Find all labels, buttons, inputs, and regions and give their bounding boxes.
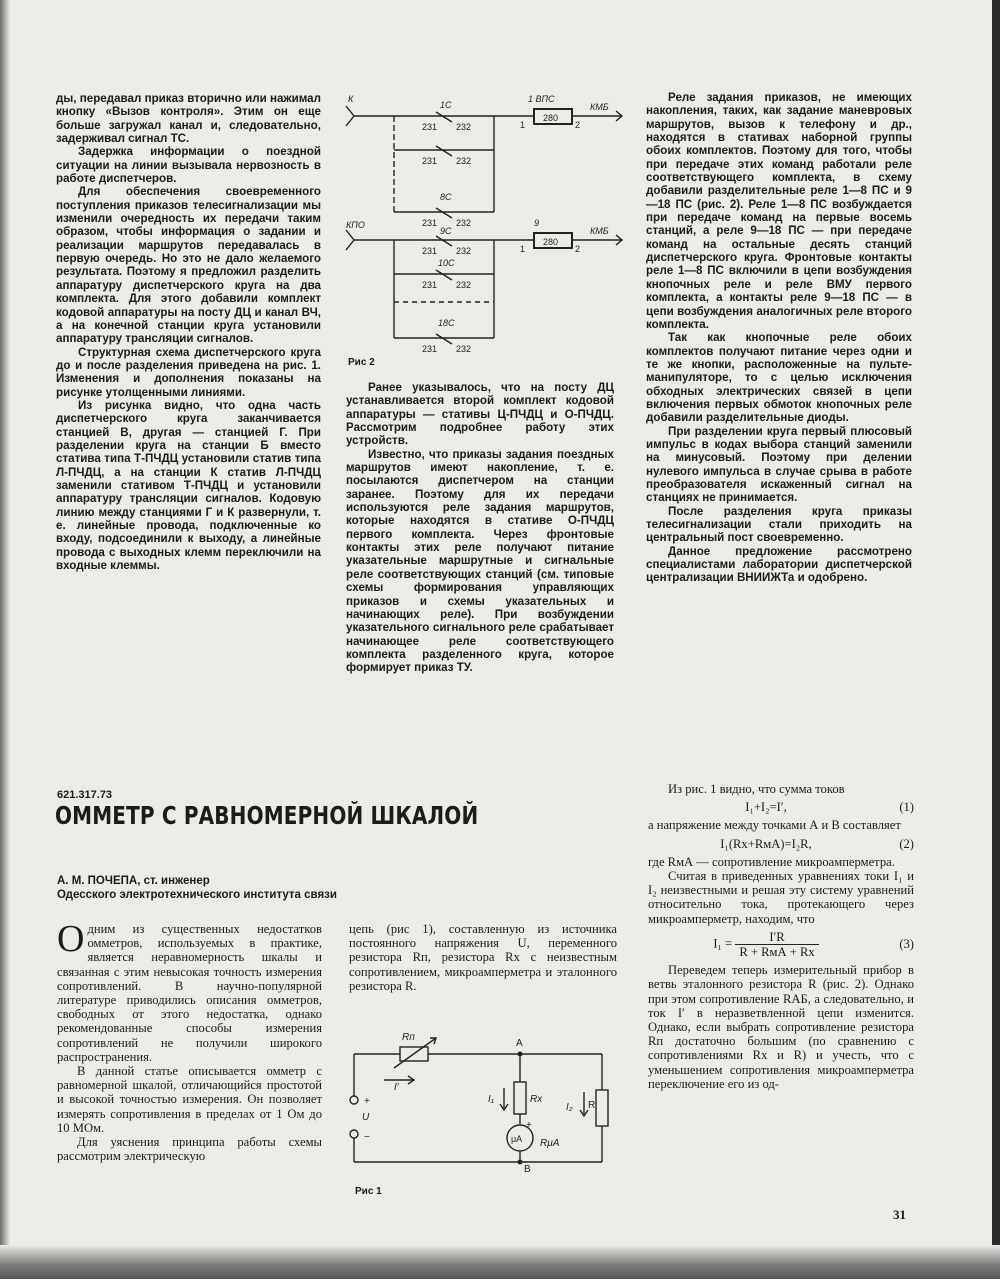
fig2-pin-b: 232 bbox=[456, 280, 472, 290]
fig1-label-i2: I₂ bbox=[566, 1102, 573, 1113]
paragraph bbox=[57, 918, 322, 1064]
fig1-label-u: U bbox=[362, 1112, 370, 1123]
fig2-pin-b: 232 bbox=[456, 218, 472, 228]
fig2-pin2-bottom: 2 bbox=[575, 244, 581, 254]
article-column-3 bbox=[648, 782, 914, 1091]
paragraph: Задержка информации о поездной ситуации на линии вызывала нервозность в работе диспетчеров. bbox=[56, 145, 321, 186]
paragraph: Известно, что приказы задания поездных маршрутов имеют накопление, т. е. посылаются диспетчером на станции заранее. Поэтому для их передачи используются реле задания маршрутов, которые находятся в стативе О-ПЧДЦ первого комплекта. Через фронтовые контакты этих реле получают питание указательные маршрутные и сигнальные реле соответствующих станций (см. типовые схемы формирования управляющих приказов и схемы указательных и начинающих реле). При возбуждении указательного сигнального реле срабатывает начинающее реле соответствующего комплекта разделенного круга, которое формирует приказ ТУ. bbox=[346, 447, 614, 675]
paragraph: где RмА — сопротивление микроамперметра. bbox=[648, 854, 895, 869]
article-affiliation: Одесского электротехнического института связи bbox=[57, 889, 337, 901]
fig2-relay-bottom-value: 280 bbox=[543, 237, 559, 247]
equation-3-formula bbox=[648, 930, 884, 959]
fig2-contact-10c: 10С bbox=[438, 258, 455, 268]
fig1-node-a: А bbox=[516, 1038, 523, 1049]
fig2-pin-a: 231 bbox=[422, 246, 438, 256]
equation-2-formula: I₁(Rx+RмА)=I₂R, bbox=[720, 836, 812, 851]
equation-3 bbox=[648, 930, 914, 959]
paragraph: а напряжение между точками А и В составляет bbox=[648, 818, 901, 833]
udc-code: 621.317.73 bbox=[57, 789, 113, 801]
equation-2-number: (2) bbox=[899, 836, 914, 851]
fig2-contact-1c: 1С bbox=[440, 100, 452, 110]
fig1-label-i-prime: I′ bbox=[394, 1082, 399, 1093]
equation-3-denominator: R + RмА + Rx bbox=[739, 945, 815, 960]
fig1-label-r: R bbox=[588, 1100, 596, 1111]
fig2-pin1-top: 1 bbox=[520, 120, 526, 130]
fig2-pin-a: 231 bbox=[422, 122, 438, 132]
fig1-label-rx: Rx bbox=[530, 1094, 543, 1105]
fig2-pin-b: 232 bbox=[456, 156, 472, 166]
paragraph: Данное предложение рассмотрено специалистами лаборатории диспетчерской централизации ВНИИЖТа и одобрено. bbox=[646, 544, 912, 585]
fig2-pin2-top: 2 bbox=[575, 120, 581, 130]
figure-1-caption: Рис 1 bbox=[355, 1186, 382, 1197]
fig2-input-top: К bbox=[348, 94, 354, 104]
paragraph: В данной статье описывается омметр с равномерной шкалой, отличающийся простотой и высокой точностью измерения. Он позволяет измерять сопротивления в пределах от 1 Ом до 10 МОм. bbox=[57, 1064, 322, 1135]
fig2-pin-a: 231 bbox=[422, 344, 438, 354]
page-number: 31 bbox=[893, 1207, 906, 1222]
paragraph: Структурная схема диспетчерского круга до и после разделения приведена на рис. 1. Изменения и дополнения показаны на рисунке утолщенными линиями. bbox=[56, 345, 321, 399]
equation-3-numerator: I′R bbox=[735, 930, 818, 945]
fig2-output-top: КМБ bbox=[590, 102, 609, 112]
paragraph: Переведем теперь измерительный прибор в ветвь эталонного резистора R (рис. 2). Однако при этом сопротивление RАБ, а следовательно, и ток I′ в неразветвленной цепи изменится. Однако, если выбрать сопротивление резистора Rп достаточно большим (по сравнению с сопротивлениями Rx и R) и учесть, что с уменьшением сопротивления микроамперметра переключение его из од- bbox=[648, 963, 914, 1091]
fig1-plus-source: + bbox=[364, 1096, 370, 1107]
paragraph: При разделении круга первый плюсовый импульс в кодах выбора станций заменили на минусовый. Поэтому при делении нулевого импульса в случае срыва в работе преобразователя искаженный сигнал на станциях не принимается. bbox=[646, 424, 912, 505]
paragraph: Из рис. 1 видно, что сумма токов bbox=[668, 782, 845, 796]
fig2-relay-top-value: 280 bbox=[543, 113, 559, 123]
fig2-output-bottom: КМБ bbox=[590, 226, 609, 236]
figure-2-caption: Рис 2 bbox=[348, 357, 375, 368]
fig1-label-rp: Rп bbox=[402, 1032, 415, 1043]
paragraph: Ранее указывалось, что на посту ДЦ устанавливается второй комплект кодовой аппаратуры — стативы Ц-ПЧДЦ и О-ПЧДЦ. Рассмотрим подробнее работу этих устройств. bbox=[346, 381, 614, 448]
column-1-text bbox=[56, 92, 321, 572]
fig1-minus-source: − bbox=[364, 1132, 370, 1143]
paragraph: Из рисунка видно, что одна часть диспетчерского круга заканчивается станцией В, другая — станцией Г. При разделении круга на станции Б вместо статива типа Т-ПЧДЦ установили статив типа Л-ПЧДЦ, а на станции К статив Л-ПЧДЦ заменили стативом Т-ПЧДЦ и установили аппаратуру трансляции сигналов. Кодовую линию между станциями Г и К развернули, т. е. линейные провода, подключенные ко входу, подсоединили к выходу, а линейные провода с выходных клемм переключили на входные клеммы. bbox=[56, 398, 321, 573]
fig2-pin1-bottom: 1 bbox=[520, 244, 526, 254]
paragraph: Для обеспечения своевременного поступления приказов телесигнализации мы изменили очередность их передачи таким образом, чтобы информация о задании и реализации маршрутов передавалась в первую очередь. Но это не дало желаемого результата. Поэтому я предложил разделить аппаратуру диспетчерского круга на два комплекта. Для этого добавили комплект кодовой аппаратуры на посту ДЦ и канал ВЧ, а на конечной станции круга установили аппаратуру трансляции сигналов. bbox=[56, 185, 321, 346]
fig2-pin-a: 231 bbox=[422, 218, 438, 228]
paragraph: Для уяснения принципа работы схемы рассмотрим электрическую bbox=[57, 1135, 322, 1164]
article-column-1 bbox=[57, 918, 322, 1164]
figure-2-relay-circuit bbox=[344, 92, 630, 357]
fig1-node-b: В bbox=[524, 1164, 531, 1174]
paragraph: После разделения круга приказы телесигнализации стали приходить на центральный пост своевременно. bbox=[646, 504, 912, 545]
fig2-contact-9c: 9С bbox=[440, 226, 452, 236]
equation-1-number: (1) bbox=[899, 800, 914, 815]
equation-3-number: (3) bbox=[899, 937, 914, 952]
article-author: А. М. ПОЧЕПА, ст. инженер bbox=[57, 875, 210, 887]
fig2-contact-18c: 18С bbox=[438, 318, 455, 328]
fig2-input-bottom: КПО bbox=[346, 220, 365, 230]
fig2-relay-top-label: 1 ВПС bbox=[528, 94, 555, 104]
fig1-label-rmeter: RμA bbox=[540, 1138, 560, 1149]
drop-cap: О bbox=[57, 918, 85, 960]
equation-3-fraction bbox=[735, 930, 818, 959]
column-2-text bbox=[346, 381, 614, 675]
article-column-2 bbox=[349, 922, 617, 993]
equation-2 bbox=[648, 837, 914, 851]
equation-1-formula: I₁+I₂=I′, bbox=[745, 800, 787, 815]
fig2-pin-a: 231 bbox=[422, 156, 438, 166]
fig2-contact-8c: 8С bbox=[440, 192, 452, 202]
paragraph: Так как кнопочные реле обоих комплектов получают питание через одни и те же кнопки, расположенные на пульте-манипуляторе, то с целью исключения обходных электрических связей в цепи включения первых обмоток кнопочных реле добавили разделительные диоды. bbox=[646, 331, 912, 425]
paragraph: Реле задания приказов, не имеющих накопления, таких, как задание маневровых маршрутов, вызов к телефону и др., находятся в стативах наборной группы обоих комплектов. Поэтому для того, чтобы при передаче этих команд работали реле соответствующего комплекта, в схему добавили разделительные реле 1—8 ПС и 9—18 ПС (рис. 2). Реле 1—8 ПС возбуждается при передаче команд на первые восемь станций, а реле 9—18 ПС — при передаче команд на остальные десять станций диспетчерского круга. Фронтовые контакты реле 1—8 ПС включили в цепи возбуждения кнопочных реле и реле ВМУ первого комплекта, а контакты реле 9—18 ПС — в цепи возбуждения аналогичных реле второго комплекта. bbox=[646, 91, 912, 331]
column-3-text bbox=[646, 91, 912, 585]
fig2-pin-b: 232 bbox=[456, 122, 472, 132]
fig2-pin-b: 232 bbox=[456, 344, 472, 354]
page-right-edge bbox=[992, 0, 1000, 1279]
page-gutter-shadow bbox=[0, 0, 10, 1279]
paragraph-text: дним из существенных недостатков омметров, используемых в практике, является неравномерность шкалы и связанная с этим невысокая точность измерения сопротивлений. В научно-популярной литературе приводились описания омметров, свободных от этого недостатка, однако рекомендованные способы измерения сопротивлений не получили широкого распространения. bbox=[57, 922, 322, 1064]
fig1-plus-meter: + bbox=[526, 1120, 532, 1131]
figure-1-ohmmeter-circuit bbox=[344, 1024, 626, 1174]
paragraph: Считая в приведенных уравнениях токи I₁ и I₂ неизвестными и решая эту систему уравнений относительно тока, протекающего через микроамперметр, находим, что bbox=[648, 869, 914, 926]
fig2-pin-b: 232 bbox=[456, 246, 472, 256]
fig2-relay-bottom-label: 9 bbox=[534, 218, 540, 228]
paragraph: цепь (рис 1), составленную из источника постоянного напряжения U, переменного резистора Rп, резистора Rx с неизвестным сопротивлением, микроамперметра и эталонного резистора R. bbox=[349, 922, 617, 993]
fig1-meter-symbol: μA bbox=[511, 1134, 523, 1144]
article-title: ОММЕТР С РАВНОМЕРНОЙ ШКАЛОЙ bbox=[55, 801, 479, 830]
fig2-pin-a: 231 bbox=[422, 280, 438, 290]
paragraph: ды, передавал приказ вторично или нажимал кнопку «Вызов контроля». Этим он еще больше загружал канал и, следовательно, задерживал сигнал ТС. bbox=[56, 92, 321, 146]
page-bottom-edge bbox=[0, 1245, 1000, 1279]
equation-3-lhs: I₁ = bbox=[713, 936, 733, 951]
fig1-label-i1: I₁ bbox=[488, 1094, 494, 1105]
equation-1 bbox=[648, 800, 914, 814]
